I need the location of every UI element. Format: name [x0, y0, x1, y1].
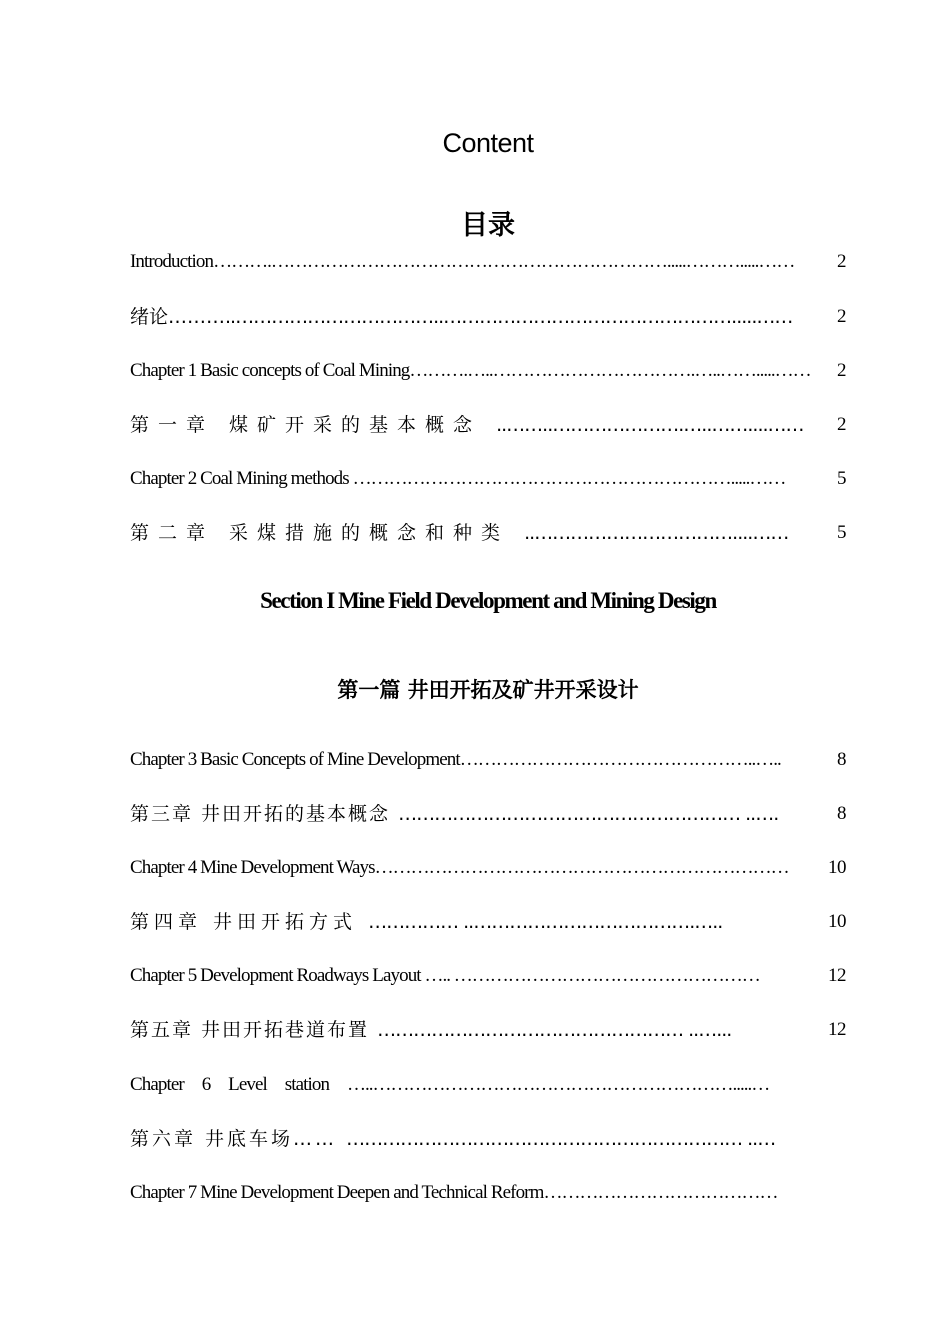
toc-entry-label: 第三章 井田开拓的基本概念 — [130, 803, 391, 825]
toc-page-number: 8 — [836, 747, 846, 773]
toc-page-number: 5 — [836, 466, 846, 492]
toc-page-number: 12 — [827, 963, 846, 989]
toc-entry-label: 第六章 井底车场…… — [130, 1128, 338, 1150]
toc-dot-leader: …………………………………………..….. — [459, 749, 781, 770]
toc-entry-label: 绪论……… — [130, 306, 226, 328]
toc-dot-leader: ….. …………………………………………… — [424, 965, 760, 986]
toc-dot-leader: …………………………………………………………… — [374, 857, 789, 878]
toc-entry-intro-zh[interactable] — [130, 304, 846, 330]
toc-dot-leader: ………………………………………………………… ..… — [346, 1128, 776, 1150]
toc-entry-introduction[interactable] — [130, 249, 846, 275]
toc-page-number: 5 — [836, 520, 846, 546]
toc-page-number: 2 — [836, 412, 846, 438]
toc-dot-leader: …..…………………………………………………….....… — [346, 1074, 770, 1095]
toc-entry-label: Chapter 2 Coal Mining methods — [130, 468, 349, 489]
toc-dot-leader: ..……………………………....…… — [524, 522, 789, 544]
toc-dot-leader: ..……..………………….…..……....…… — [496, 414, 804, 436]
toc-entry-label: Chapter 4 Mine Development Ways — [130, 857, 375, 878]
toc-entry-label: Introduction — [130, 251, 214, 272]
toc-dot-leader: ……………………………………………………….....…… — [352, 468, 786, 489]
toc-entry-label: 第一章 煤矿开采的基本概念 — [130, 414, 482, 436]
page-title-english: Content — [442, 128, 534, 158]
toc-page-number: 10 — [827, 855, 846, 881]
toc-page-number: 12 — [827, 1017, 846, 1043]
toc-dot-leader: …………… ..……………………………….….. — [368, 911, 723, 933]
toc-entry-chapter-5-zh[interactable] — [130, 1017, 846, 1043]
toc-page-number: 8 — [836, 801, 846, 827]
toc-entry-chapter-1[interactable] — [130, 358, 846, 384]
section-heading-chinese: 第一篇 井田开拓及矿井开采设计 — [337, 678, 639, 702]
toc-entry-chapter-4-zh[interactable] — [130, 909, 846, 935]
toc-entry-label: Chapter 1 Basic concepts of Coal Mining — [130, 360, 410, 381]
toc-entry-chapter-6-zh[interactable] — [130, 1126, 846, 1152]
toc-entry-label: 第四章 井田开拓方式 — [130, 911, 358, 933]
toc-entry-chapter-5[interactable] — [130, 963, 846, 989]
toc-dot-leader: …………………………………………… ..…... — [377, 1019, 732, 1041]
toc-entry-chapter-1-zh[interactable] — [130, 412, 846, 438]
toc-entry-label: Chapter 5 Development Roadways Layout — [130, 965, 421, 986]
section-heading-english: Section I Mine Field Development and Mining Design — [260, 588, 716, 613]
toc-entry-label: Chapter 7 Mine Development Deepen and Technical Reform — [130, 1182, 544, 1203]
toc-entry-chapter-2[interactable] — [130, 466, 846, 492]
toc-entry-chapter-6[interactable] — [130, 1072, 846, 1098]
toc-entry-label: 第五章 井田开拓巷道布置 — [130, 1019, 370, 1041]
toc-page-number: 2 — [836, 249, 846, 275]
toc-entry-label: Chapter 6 Level station — [130, 1074, 330, 1095]
toc-page-number: 10 — [827, 909, 846, 935]
toc-entry-chapter-4[interactable] — [130, 855, 846, 881]
toc-dot-leader: ……….………………………………………………………….....……….....…… — [213, 251, 795, 272]
toc-entry-chapter-2-zh[interactable] — [130, 520, 846, 546]
toc-page-number: 2 — [836, 304, 846, 330]
toc-dot-leader: ………………………………………………… ..…. — [398, 803, 779, 825]
toc-entry-chapter-3-zh[interactable] — [130, 801, 846, 827]
toc-entry-label: Chapter 3 Basic Concepts of Mine Development — [130, 749, 460, 770]
toc-dot-leader: ..……………………………..………………………………………….....…… — [225, 306, 793, 328]
toc-dot-leader: ……….…..…………………………….…..…….....…… — [409, 360, 811, 381]
toc-entry-label: 第二章 采煤措施的概念和种类 — [130, 522, 510, 544]
toc-page-number: 2 — [836, 358, 846, 384]
toc-entry-chapter-3[interactable] — [130, 747, 846, 773]
toc-dot-leader: ………………………………… — [543, 1182, 778, 1203]
page-title-chinese: 目录 — [461, 210, 515, 241]
toc-entry-chapter-7[interactable] — [130, 1180, 846, 1206]
